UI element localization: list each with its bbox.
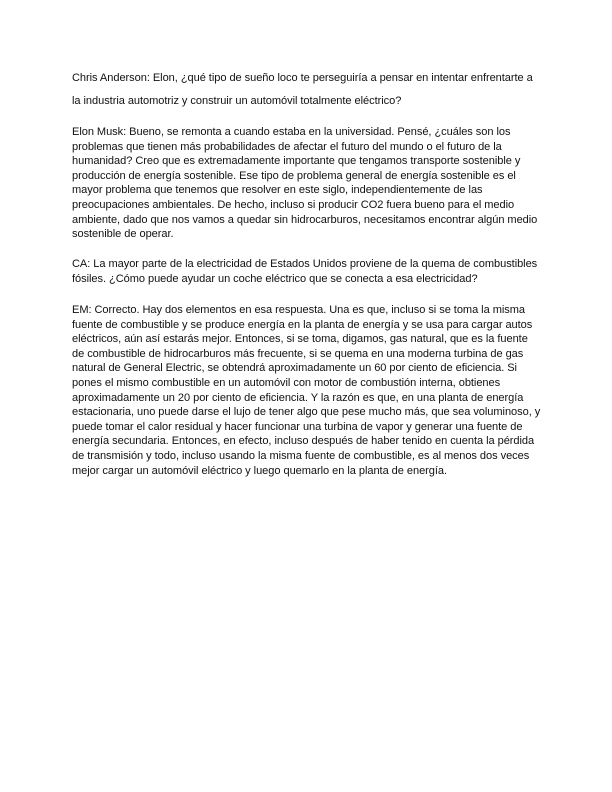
paragraph-question-2: CA: La mayor parte de la electricidad de Estados Unidos proviene de la quema de combustibles fósiles. ¿Cómo puede ayudar un coche eléctrico que se conecta a esa electricidad? [72, 258, 538, 285]
paragraph-answer-1: Elon Musk: Bueno, se remonta a cuando estaba en la universidad. Pensé, ¿cuáles son los problemas que tienen más probabilidades de afectar el futuro del mundo o el futuro de la humanidad? Creo que es extremadamente importante que tengamos transporte sostenible y producción de energía sostenible. Ese tipo de problema general de energía sostenible es el mayor problema que tenemos que resolver en este siglo, independientemente de las preocupaciones ambientales. De hecho, incluso si producir CO2 fuera bueno para el medio ambiente, dado que nos vamos a quedar sin hidrocarburos, necesitamos encontrar algún medio sostenible de operar. [72, 126, 538, 241]
paragraph-answer-2: EM: Correcto. Hay dos elementos en esa respuesta. Una es que, incluso si se toma la misma fuente de combustible y se produce energía en la planta de energía y se usa para cargar autos eléctricos, aún así estarás mejor. Entonces, si se toma, digamos, gas natural, que es la fuente de combustible de hidrocarburos más frecuente, si se quema en una moderna turbina de gas natural de General Electric, se obtendrá aproximadamente un 60 por ciento de eficiencia. Si pones el mismo combustible en un automóvil con motor de combustión interna, obtienes aproximadamente un 20 por ciento de eficiencia. Y la razón es que, en una planta de energía estacionaria, uno puede darse el lujo de tener algo que pese mucho más, que sea voluminoso, y puede tomar el calor residual y hacer funcionar una turbina de vapor y generar una fuente de energía secundaria. Entonces, en efecto, incluso después de haber tenido en cuenta la pérdida de transmisión y todo, incluso usando la misma fuente de combustible, es al menos dos veces mejor cargar un automóvil eléctrico y luego quemarlo en la planta de energía. [72, 304, 541, 477]
paragraph-question-1: Chris Anderson: Elon, ¿qué tipo de sueño loco te perseguiría a pensar en intentar enfrentarte a la industria automotriz y construir un automóvil totalmente eléctrico? [72, 72, 533, 107]
